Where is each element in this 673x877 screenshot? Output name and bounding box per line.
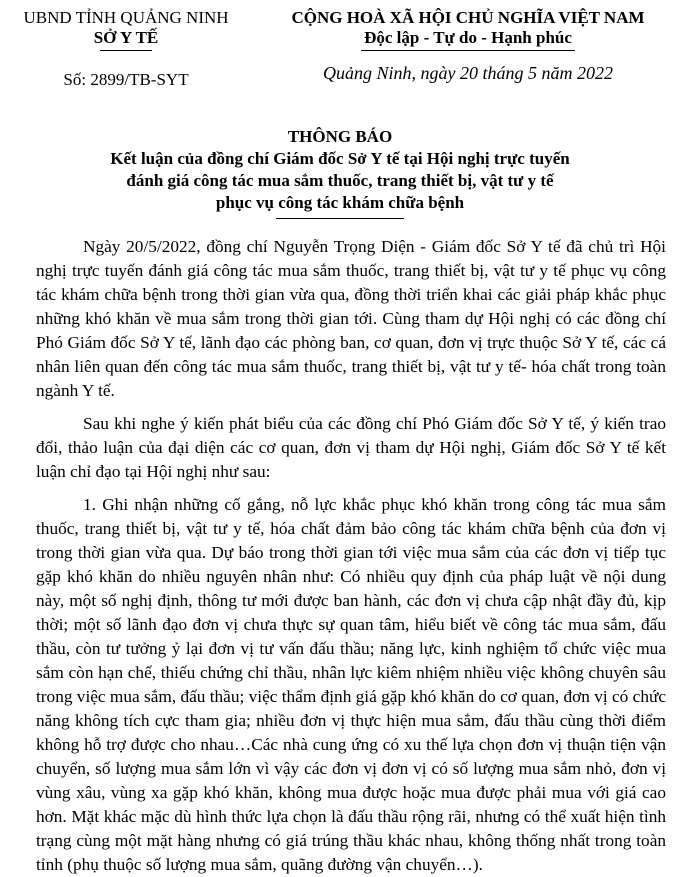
title-underline: [276, 218, 404, 219]
issuing-agency: [6, 8, 246, 51]
title-line-2: đánh giá công tác mua sắm thuốc, trang thiết bị, vật tư y tế: [126, 171, 554, 190]
document-number: Số: 2899/TB-SYT: [63, 70, 189, 89]
document-title-block: [40, 126, 640, 219]
title-line-1: Kết luận của đồng chí Giám đốc Sở Y tế tại Hội nghị trực tuyến: [110, 149, 570, 168]
document-body: [36, 235, 666, 877]
body-paragraph-2: Sau khi nghe ý kiến phát biểu của các đồng chí Phó Giám đốc Sở Y tế, ý kiến trao đổi, thảo luận của đại diện các cơ quan, đơn vị tham dự Hội nghị, Giám đốc Sở Y tế kết luận chỉ đạo tại Hội nghị như sau:: [36, 414, 666, 481]
agency-line-2: SỞ Y TẾ: [93, 28, 159, 47]
body-paragraph-3: 1. Ghi nhận những cố gắng, nỗ lực khắc phục khó khăn trong công tác mua sắm thuốc, trang thiết bị, vật tư y tế, hóa chất đảm bảo công tác khám chữa bệnh của đơn vị trong thời gian vừa qua. Dự báo trong thời gian tới việc mua sắm của các đơn vị tiếp tục gặp khó khăn do nhiều nguyên nhân như: Có nhiều quy định của pháp luật về nội dung này, một số nghị định, thông tư mới được ban hành, các đơn vị chưa cập nhật đầy đủ, kịp thời; một số lãnh đạo đơn vị chưa thực sự quan tâm, hiểu biết về công tác mua sắm, đấu thầu, còn tư tưởng ỷ lại đơn vị tư vấn đấu thầu; năng lực, kinh nghiệm tổ chức việc mua sắm còn hạn chế, thiếu chứng chỉ thầu, nhân lực kiêm nhiệm nhiều việc không chuyên sâu trong việc mua sắm, đấu thầu; việc thẩm định giá gặp khó khăn do cơ quan, đơn vị có chức năng không tích cực tham gia; nhiều đơn vị thực hiện mua sắm, đấu thầu cùng thời điểm không hỗ trợ được cho nhau…Các nhà cung ứng có xu thế lựa chọn đơn vị thuận tiện vận chuyển, số lượng mua sắm lớn vì vậy các đơn vị đơn vị có số lượng mua sắm nhỏ, đơn vị vùng xâu, vùng xa gặp khó khăn, không mua được hoặc mua được phải mua với giá cao hơn. Mặt khác mặc dù hình thức lựa chọn là đấu thầu rộng rãi, nhưng có thể xuất hiện tình trạng cùng một mặt hàng nhưng có giá trúng thầu khác nhau, không thống nhất trong toàn tỉnh (phụ thuộc số lượng mua sắm, quãng đường vận chuyển…).: [36, 495, 666, 874]
agency-underline: [100, 50, 152, 51]
motto-underline: [361, 50, 575, 51]
title-line-3: phục vụ công tác khám chữa bệnh: [215, 193, 465, 212]
national-title: CỘNG HOÀ XÃ HỘI CHỦ NGHĨA VIỆT NAM: [291, 8, 645, 27]
date-line: Quảng Ninh, ngày 20 tháng 5 năm 2022: [323, 63, 613, 83]
body-paragraph-1: Ngày 20/5/2022, đồng chí Nguyễn Trọng Diện - Giám đốc Sở Y tế đã chủ trì Hội nghị trực tuyến đánh giá công tác mua sắm thuốc, trang thiết bị, vật tư y tế phục vụ công tác khám chữa bệnh trong thời gian vừa qua, đồng thời triển khai các giải pháp khắc phục những khó khăn về mua sắm trong thời gian tới. Cùng tham dự Hội nghị có các đồng chí Phó Giám đốc Sở Y tế, lãnh đạo các phòng ban, cơ quan, đơn vị trực thuộc Sở Y tế, các cá nhân liên quan đến công tác mua sắm thuốc, trang thiết bị, vật tư y tế- hóa chất trong toàn ngành Y tế.: [36, 237, 666, 400]
national-motto: Độc lập - Tự do - Hạnh phúc: [364, 28, 572, 47]
document-heading: THÔNG BÁO: [287, 127, 393, 146]
national-header: [268, 8, 668, 51]
agency-line-1: UBND TỈNH QUẢNG NINH: [23, 8, 229, 27]
